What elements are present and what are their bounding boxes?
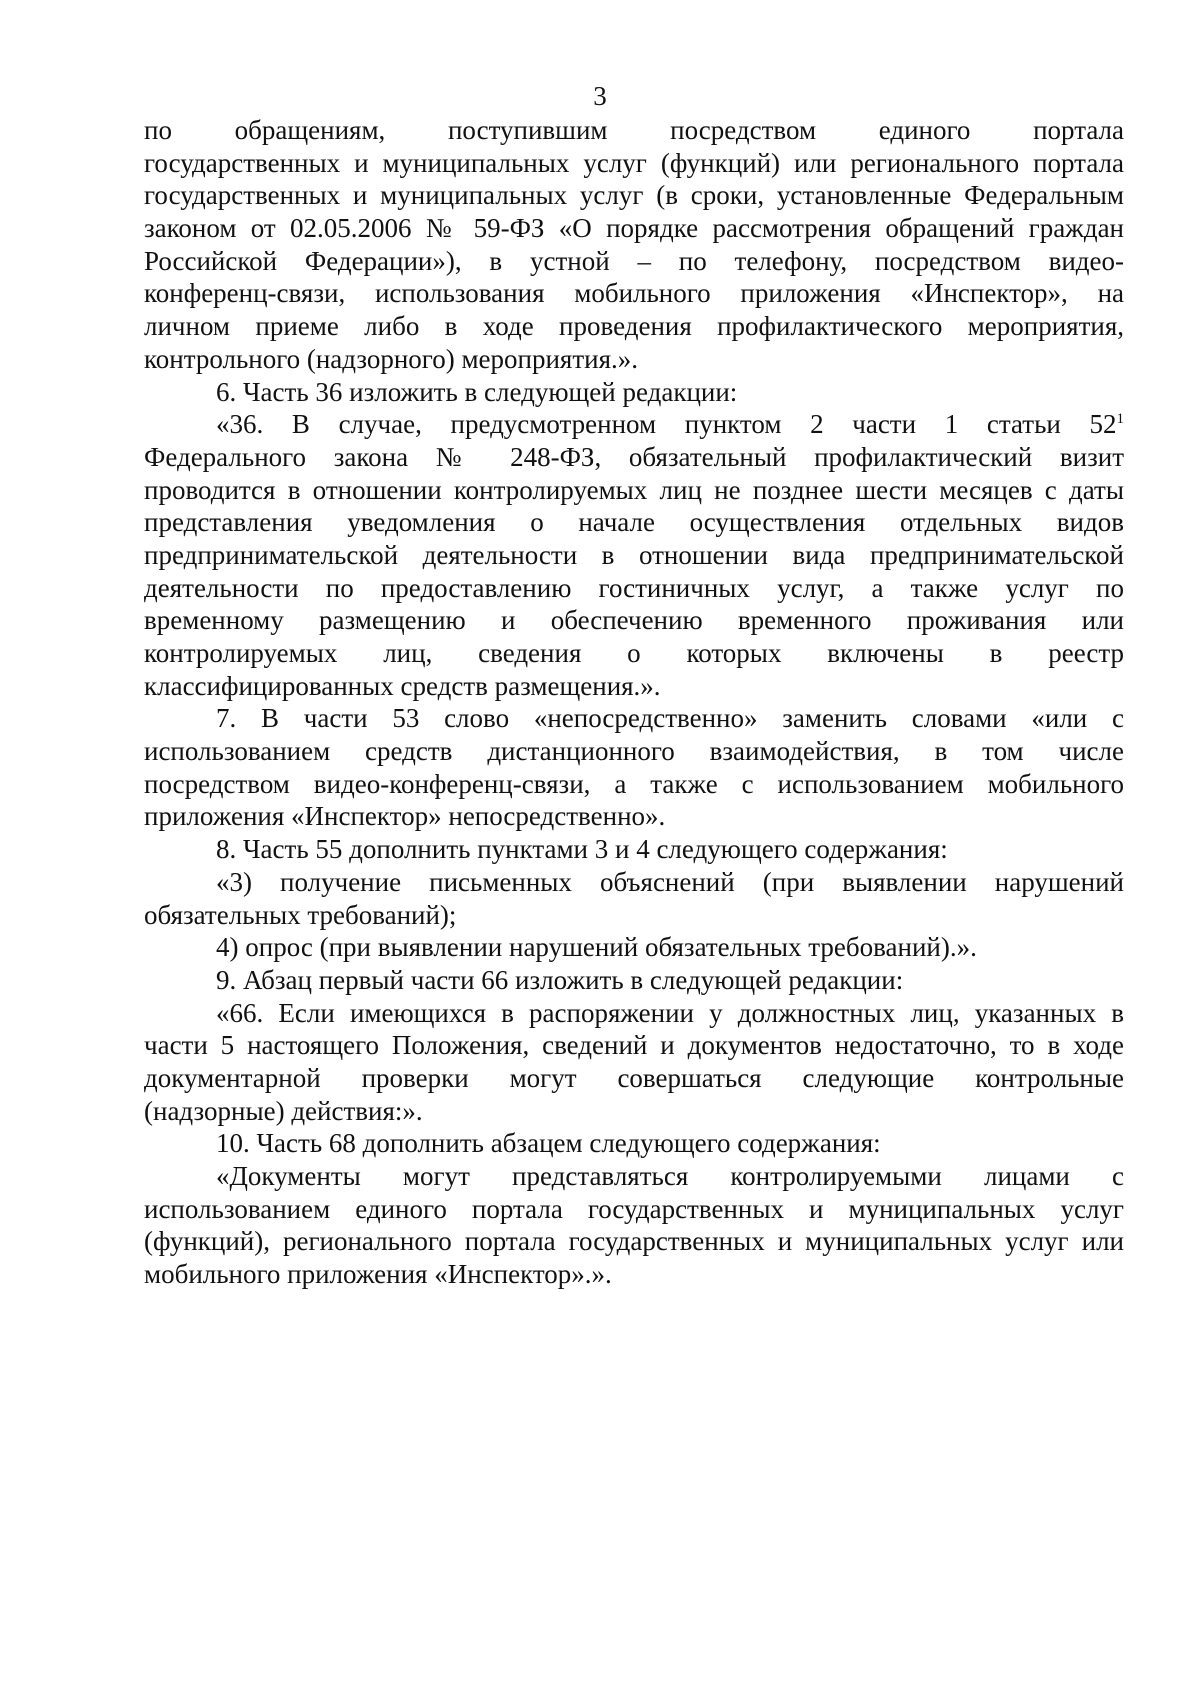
text-line-content: Российской Федерации»), в устной – по телефону, посредством видео-: [144, 245, 1124, 276]
text-line-content: по обращениям, поступившим посредством единого портала: [144, 115, 1124, 145]
text-line-content: (функций), регионального портала государственных и муниципальных услуг или: [144, 1226, 1124, 1257]
text-line-content: 8. Часть 55 дополнить пунктами 3 и 4 следующего содержания:: [216, 834, 948, 865]
page-number: 3: [593, 81, 607, 111]
text-line: [144, 212, 1124, 245]
text-line: [144, 1193, 1124, 1226]
text-line: [144, 800, 1124, 833]
text-line: [144, 506, 1124, 539]
text-line-content: посредством видео-конференц-связи, а также с использованием мобильного: [144, 768, 1124, 799]
text-line-content: части 5 настоящего Положения, сведений и документов недостаточно, то в ходе: [144, 1030, 1124, 1061]
text-line: [144, 768, 1124, 801]
text-line-content: обязательных требований);: [144, 899, 457, 930]
text-line: [144, 997, 1124, 1030]
text-line-content: «Документы могут представляться контролируемыми лицами с: [216, 1161, 1124, 1191]
text-line: [144, 735, 1124, 768]
text-line-content: (надзорные) действия:».: [144, 1095, 423, 1126]
text-line: [144, 343, 1124, 376]
text-line: [144, 702, 1124, 735]
text-line: [144, 408, 1124, 441]
text-line-content: государственных и муниципальных услуг (функций) или регионального портала: [144, 147, 1124, 178]
text-line-content: 4) опрос (при выявлении нарушений обязательных требований).».: [216, 932, 977, 963]
text-line: [144, 1062, 1124, 1095]
text-line: [144, 539, 1124, 572]
text-line-content: Федерального закона № 248-ФЗ, обязательный профилактический визит: [144, 441, 1124, 472]
text-line: [144, 899, 1124, 932]
text-line: [144, 376, 1124, 409]
text-line: [144, 1095, 1124, 1128]
text-line: [144, 1225, 1124, 1258]
text-line-content: 7. В части 53 слово «непосредственно» заменить словами «или с: [216, 703, 1124, 734]
text-line-content: проводится в отношении контролируемых лиц не позднее шести месяцев с даты: [144, 474, 1124, 505]
text-line-content: предпринимательской деятельности в отношении вида предпринимательской: [144, 539, 1124, 570]
text-line: [144, 245, 1124, 278]
text-line: [144, 637, 1124, 670]
text-line: [144, 1258, 1124, 1291]
superscript: 1: [1116, 411, 1124, 428]
text-line-content: личном приеме либо в ходе проведения профилактического мероприятия,: [144, 311, 1124, 342]
text-line-content: документарной проверки могут совершаться следующие контрольные: [144, 1062, 1124, 1093]
text-line: [144, 572, 1124, 605]
text-line-content: представления уведомления о начале осуществления отдельных видов: [144, 507, 1124, 538]
text-line: [144, 964, 1124, 997]
text-line-content: мобильного приложения «Инспектор».».: [144, 1259, 612, 1290]
text-line-content: контрольного (надзорного) мероприятия.».: [144, 343, 639, 374]
text-line: [144, 179, 1124, 212]
text-line-content: законом от 02.05.2006 № 59-ФЗ «О порядке рассмотрения обращений граждан: [144, 213, 1124, 244]
text-line: [144, 931, 1124, 964]
text-line-content: приложения «Инспектор» непосредственно».: [144, 801, 666, 832]
text-line-content: «66. Если имеющихся в распоряжении у должностных лиц, указанных в: [216, 997, 1124, 1028]
text-line-content: классифицированных средств размещения.».: [144, 670, 661, 701]
text-line: [144, 474, 1124, 507]
text-line: [144, 441, 1124, 474]
text-line-content: использованием средств дистанционного взаимодействия, в том числе: [144, 736, 1124, 767]
text-line: [144, 310, 1124, 343]
text-line: [144, 114, 1124, 147]
text-line-content: использованием единого портала государственных и муниципальных услуг: [144, 1193, 1124, 1224]
text-line-content: конференц-связи, использования мобильного приложения «Инспектор», на: [144, 278, 1124, 309]
text-line-content: «36. В случае, предусмотренном пунктом 2 части 1 статьи 52: [216, 409, 1117, 440]
text-line-content: временному размещению и обеспечению временного проживания или: [144, 605, 1124, 636]
text-line: [144, 1127, 1124, 1160]
text-line: [144, 1029, 1124, 1062]
text-line-content: деятельности по предоставлению гостиничных услуг, а также услуг по: [144, 572, 1124, 603]
text-line-content: 6. Часть 36 изложить в следующей редакции:: [216, 376, 738, 407]
text-line: [144, 670, 1124, 703]
text-line: [144, 147, 1124, 180]
document-body: [144, 114, 1124, 1291]
text-line: [144, 866, 1124, 899]
text-line: [144, 604, 1124, 637]
text-line: [144, 277, 1124, 310]
text-line-content: 10. Часть 68 дополнить абзацем следующего содержания:: [216, 1128, 881, 1159]
text-line-content: государственных и муниципальных услуг (в сроки, установленные Федеральным: [144, 180, 1124, 211]
text-line: [144, 833, 1124, 866]
text-line-content: «3) получение письменных объяснений (при выявлении нарушений: [216, 866, 1124, 897]
text-line-content: 9. Абзац первый части 66 изложить в следующей редакции:: [216, 964, 904, 995]
text-line: [144, 1160, 1124, 1193]
text-line-content: контролируемых лиц, сведения о которых включены в реестр: [144, 638, 1124, 668]
